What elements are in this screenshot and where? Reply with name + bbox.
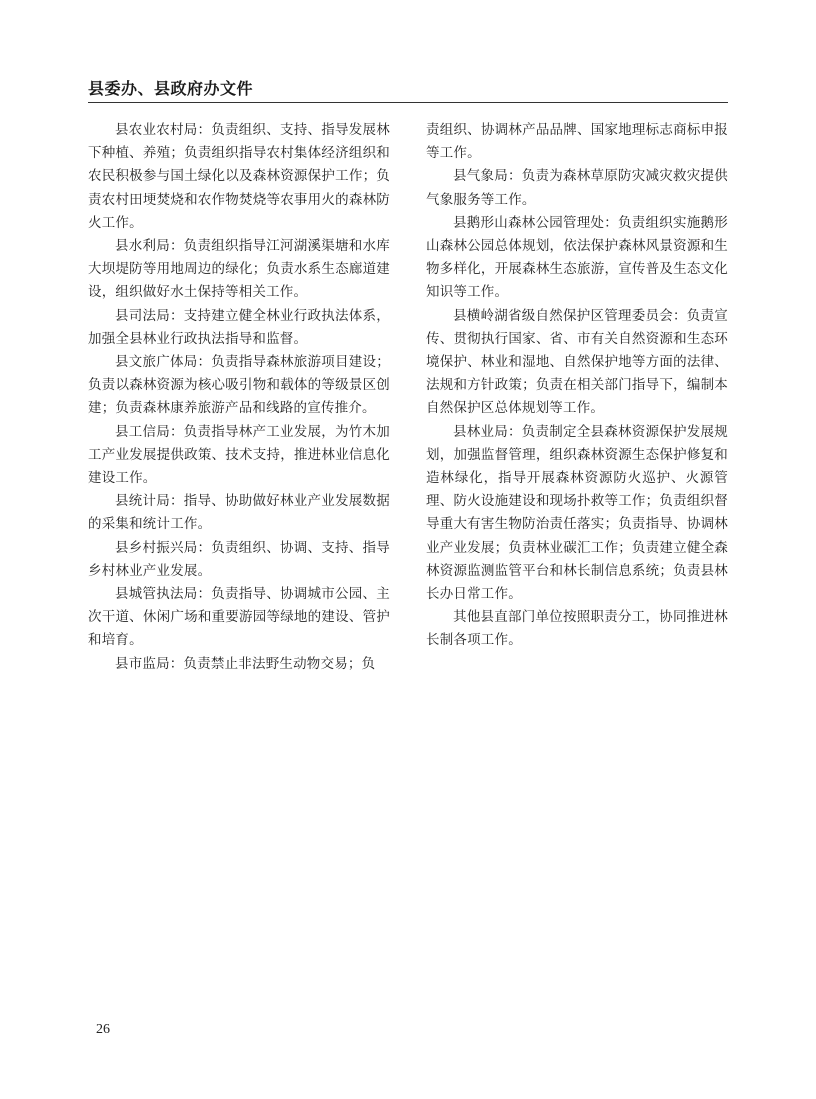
paragraph-justice-bureau: 县司法局：支持建立健全林业行政执法体系，加强全县林业行政执法指导和监督。 — [88, 307, 390, 347]
paragraph-rural-revitalization-bureau: 县乡村振兴局：负责组织、协调、支持、指导乡村林业产业发展。 — [88, 539, 390, 579]
page-number: 26 — [96, 1022, 110, 1037]
paragraph-market-supervision-bureau: 县市监局：负责禁止非法野生动物交易；负 — [115, 655, 376, 672]
paragraph-forest-park-office: 县鹅形山森林公园管理处：负责组织实施鹅形山森林公园总体规划，依法保护森林风景资源和生物多样化，开展森林生态旅游，宣传普及生态文化知识等工作。 — [426, 214, 728, 301]
paragraph-forestry-bureau: 县林业局：负责制定全县森林资源保护发展规划，加强监督管理，组织森林资源生态保护修复和造林绿化，指导开展森林资源防火巡护、火源管理、防火设施建设和现场扑救等工作；负责组织督导重大有害生物防治责任落实；负责指导、协调林业产业发展；负责林业碳汇工作；负责建立健全森林资源监测监管平台和林长制信息系统；负责县林长办日常工作。 — [426, 423, 728, 603]
left-column — [88, 119, 390, 676]
paragraph-water-bureau: 县水利局：负责组织指导江河湖溪渠塘和水库大坝堤防等用地周边的绿化；负责水系生态廊道建设，组织做好水土保持等相关工作。 — [88, 238, 390, 301]
right-column — [426, 119, 728, 653]
paragraph-nature-reserve-committee: 县横岭湖省级自然保护区管理委员会：负责宣传、贯彻执行国家、省、市有关自然资源和生态环境保护、林业和湿地、自然保护地等方面的法律、法规和方针政策；负责在相关部门指导下，编制本自然保护区总体规划等工作。 — [426, 307, 728, 417]
document-header: 县委办、县政府办文件 — [88, 79, 254, 98]
paragraph-other-departments: 其他县直部门单位按照职责分工，协同推进林长制各项工作。 — [426, 609, 728, 649]
paragraph-industry-it-bureau: 县工信局：负责指导林产工业发展，为竹木加工产业发展提供政策、技术支持，推进林业信息化建设工作。 — [88, 423, 390, 487]
paragraph-agriculture-bureau: 县农业农村局：负责组织、支持、指导发展林下种植、养殖；负责组织指导农村集体经济组织和农民积极参与国土绿化以及森林资源保护工作；负责农村田埂焚烧和农作物焚烧等农事用火的森林防火工作。 — [88, 122, 390, 231]
paragraph-culture-tourism-bureau: 县文旅广体局：负责指导森林旅游项目建设；负责以森林资源为核心吸引物和载体的等级景区创建；负责森林康养旅游产品和线路的宣传推介。 — [88, 354, 390, 417]
paragraph-urban-management-bureau: 县城管执法局：负责指导、协调城市公园、主次干道、休闲广场和重要游园等绿地的建设、管护和培育。 — [88, 586, 390, 649]
paragraph-market-supervision-continued: 责组织、协调林产品品牌、国家地理标志商标申报等工作。 — [426, 122, 728, 162]
header-rule — [88, 102, 728, 103]
paragraph-statistics-bureau: 县统计局：指导、协助做好林业产业发展数据的采集和统计工作。 — [88, 493, 390, 533]
paragraph-meteorology-bureau: 县气象局：负责为森林草原防灾减灾救灾提供气象服务等工作。 — [426, 168, 728, 208]
